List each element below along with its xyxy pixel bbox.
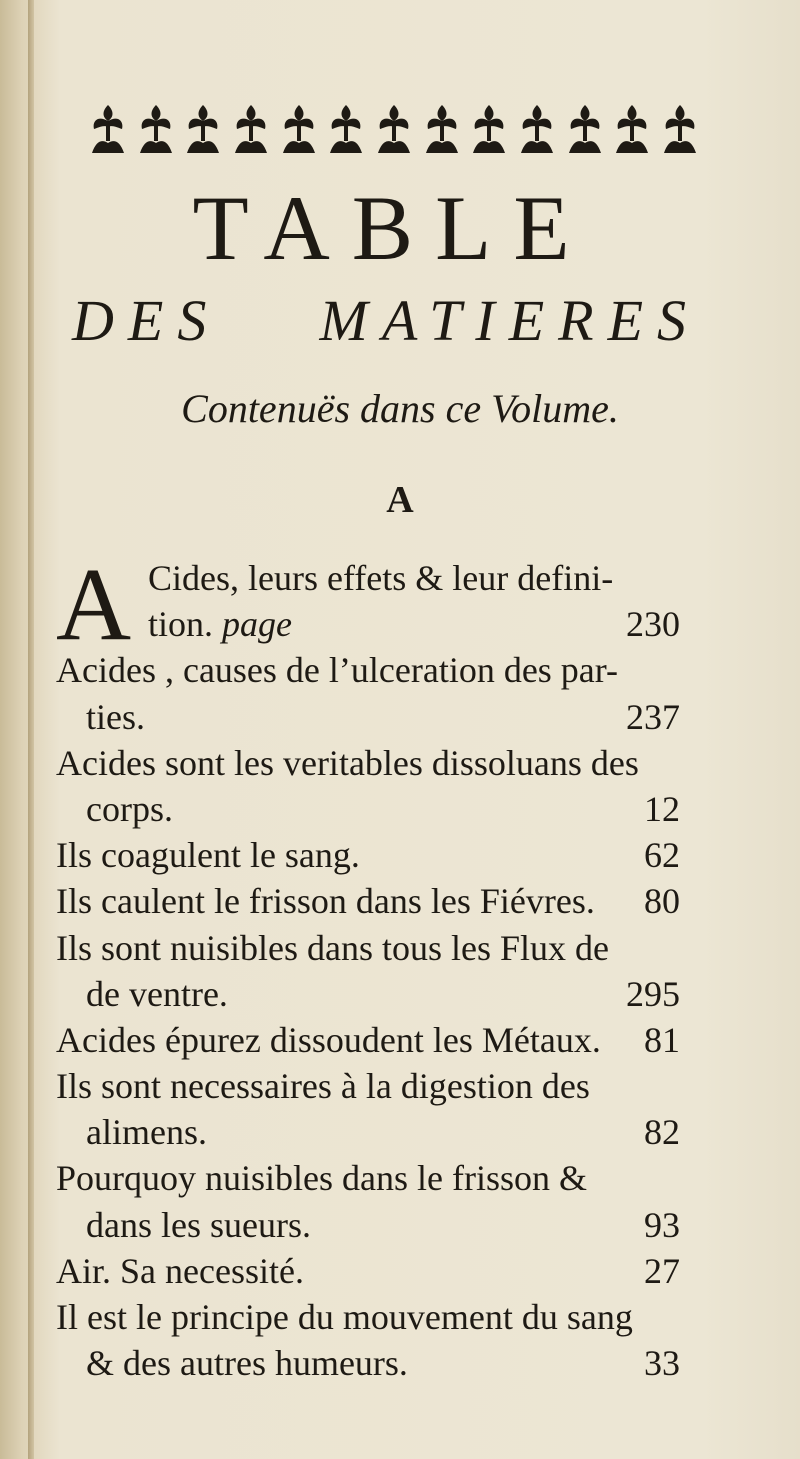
- page-number: 81: [644, 1019, 680, 1060]
- page-number: 62: [644, 835, 680, 876]
- page-number: 93: [644, 1204, 680, 1245]
- fleuron-ornament-icon: [231, 103, 271, 155]
- entry-text: Acides sont les veritables dissoluans des: [56, 742, 639, 783]
- subtitle-word: DES: [72, 288, 221, 353]
- fleuron-ornament-icon: [612, 103, 652, 155]
- index-entry: [56, 832, 680, 878]
- fleuron-ornament-icon: [660, 103, 700, 155]
- entry-text: Ils coagulent le sang.: [56, 835, 360, 876]
- entry-text: ties.: [86, 696, 145, 737]
- index-entry: [56, 878, 680, 924]
- page-subtitle: [72, 288, 700, 353]
- index-entry: [56, 547, 680, 662]
- entry-text: Acides , causes de l’ulceration des par-: [56, 650, 619, 691]
- page-word: page: [222, 604, 292, 645]
- ornament-band: [88, 100, 700, 158]
- entry-text: alimens.: [86, 1112, 207, 1153]
- fleuron-ornament-icon: [88, 103, 128, 155]
- index-entry: [56, 740, 680, 832]
- page-number: 295: [626, 973, 680, 1014]
- entry-text: corps.: [86, 788, 173, 829]
- index-entry: [56, 1155, 680, 1247]
- entry-text: Ils caulent le frisson dans les Fiévres.: [56, 881, 595, 922]
- index-entry: [56, 647, 680, 739]
- entry-text: de ventre.: [86, 973, 228, 1014]
- fleuron-ornament-icon: [326, 103, 366, 155]
- page-number: 82: [644, 1112, 680, 1153]
- index-entry: [56, 925, 680, 1017]
- page-number: 12: [644, 788, 680, 829]
- entry-text: Il est le principe du mouvement du sang: [56, 1297, 633, 1337]
- entry-text: Pourquoy nuisibles dans le frisson &: [56, 1158, 587, 1199]
- page-number: 80: [644, 881, 680, 922]
- entry-text: & des autres humeurs.: [86, 1343, 408, 1384]
- page-number: 27: [644, 1250, 680, 1291]
- page-number: 33: [644, 1343, 680, 1384]
- entry-text: Ils sont necessaires à la digestion des: [56, 1066, 590, 1107]
- index-entry: [56, 1248, 680, 1294]
- entry-text: dans les sueurs.: [86, 1204, 311, 1245]
- entry-text: Cides, leurs effets & leur defini-: [148, 558, 614, 598]
- entry-text: Acides épurez dissoudent les Métaux.: [56, 1019, 601, 1060]
- entry-text: Ils sont nuisibles dans tous les Flux de: [56, 927, 610, 968]
- entry-text: tion.: [148, 604, 214, 645]
- index-entry: [56, 1063, 680, 1155]
- index-entry: [56, 1017, 680, 1063]
- fleuron-ornament-icon: [422, 103, 462, 155]
- page-title: TABLE: [192, 177, 592, 279]
- fleuron-ornament-icon: [469, 103, 509, 155]
- fleuron-ornament-icon: [517, 103, 557, 155]
- drop-cap: A: [56, 547, 132, 662]
- index-entries: [56, 547, 680, 1386]
- subtitle-word: MATIERES: [319, 288, 700, 353]
- entry-text: Air. Sa necessité.: [56, 1250, 304, 1291]
- fleuron-ornament-icon: [183, 103, 223, 155]
- index-entry: [56, 1294, 680, 1386]
- fleuron-ornament-icon: [136, 103, 176, 155]
- page-number: 230: [626, 604, 680, 645]
- page-number: 237: [626, 696, 680, 737]
- fleuron-ornament-icon: [374, 103, 414, 155]
- fleuron-ornament-icon: [279, 103, 319, 155]
- contents-note: Contenuës dans ce Volume.: [181, 386, 619, 431]
- fleuron-ornament-icon: [565, 103, 605, 155]
- section-letter: A: [386, 479, 414, 521]
